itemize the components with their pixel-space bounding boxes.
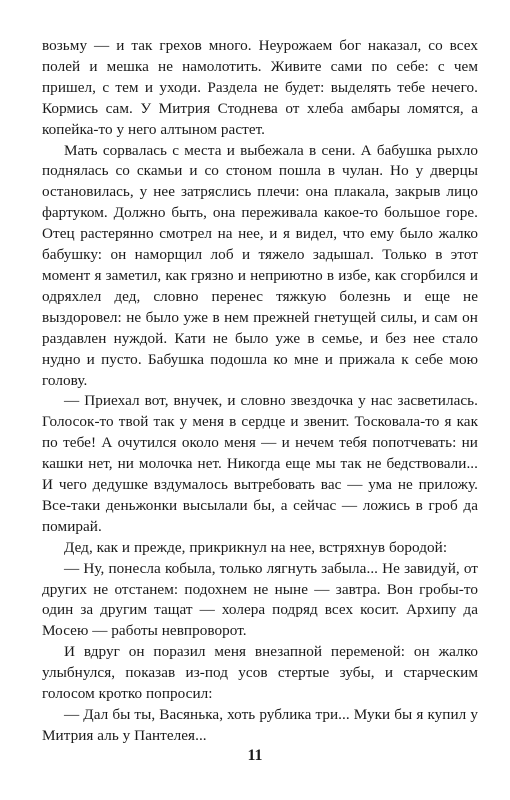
paragraph: Мать сорвалась с места и выбежала в сени. А бабушка рыхло поднялась со скамьи и со стоном пошла в чулан. Но у дверцы остановилась, у нее затряслись плечи: она плакала, закрыв лицо фартуком. Должно быть, она переживала какое-то большое горе. Отец растерянно смотрел на нее, и я видел, что ему было жалко бабушку: он наморщил лоб и тяжело задышал. Только в этот момент я заметил, как грязно и неприютно в избе, как сгорбился и одряхлел дед, словно перенес тяжкую болезнь и еще не выздоровел: не было уже в нем прежней гнетущей силы, и сам он раздавлен нуждой. Кати не было уже в семье, и без нее стало нудно и пусто. Бабушка подошла ко мне и прижала к себе мою голову. <box>42 141 478 389</box>
paragraph: возьму — и так грехов много. Неурожаем бог наказал, со всех полей и мешка не намолотить. Живите сами по себе: с чем пришел, с тем и уходи. Раздела не будет: выделять тебе нечего. Кормись сам. У Митрия Стоднева от хлеба амбары ломятся, а копейка-то у него алтыном растет. <box>42 37 478 138</box>
paragraph: — Приехал вот, внучек, и словно звездочка у нас засветилась. Голосок-то твой так у меня в сердце и звенит. Тосковала-то я как по тебе! А очутился около меня — и нечем тебя попотчевать: ни кашки нет, ни молочка нет. Никогда еще мы так не бедствовали... И чего дедушке вздумалось вытребовать вас — ума не приложу. Все-таки деньжонки высылали бы, а сейчас — ложись в гроб да помирай. <box>42 392 478 535</box>
paragraph: — Ну, понесла кобыла, только лягнуть забыла... Не завидуй, от других не отстанем: подохнем не ныне — завтра. Вон гробы-то один за другим тащат — холера подряд всех косит. Архипу да Мосею — работы невпроворот. <box>42 559 478 640</box>
paragraph: — Дал бы ты, Васянька, хоть рублика три... Муки бы я купил у Митрия аль у Пантелея... <box>42 706 478 744</box>
body-text <box>42 36 478 747</box>
page-number: 11 <box>247 747 263 764</box>
paragraph: Дед, как и прежде, прикрикнул на нее, встряхнув бородой: <box>64 538 448 556</box>
paragraph: И вдруг он поразил меня внезапной переменой: он жалко улыбнулся, показав из-под усов стертые зубы, и старческим голосом кротко попросил: <box>42 643 478 703</box>
